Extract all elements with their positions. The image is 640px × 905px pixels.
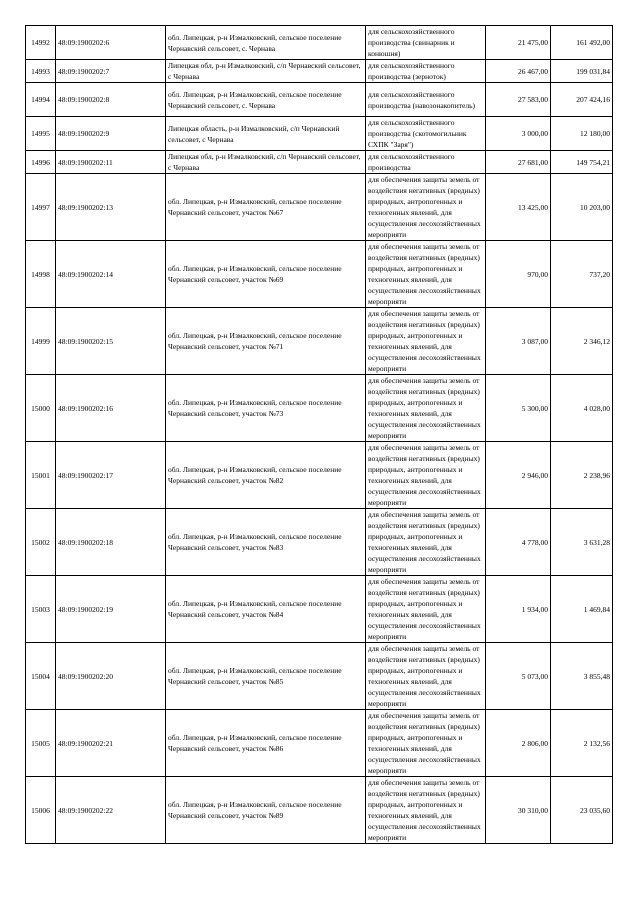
land-use-cell: для обеспечения защиты земель от воздействия негативных (вредных) природных, антропогенных и техногенных явлений, для осуществления лесохозяйственных мероприяти xyxy=(366,777,486,844)
address-cell: обл. Липецкая, р-н Измалковский, сельское поселение Чернавский сельсовет, участок №86 xyxy=(166,710,366,777)
cadastral-number: 48:09:1900202:8 xyxy=(56,83,166,117)
cost-cell: 23 035,60 xyxy=(551,777,613,844)
row-number: 15004 xyxy=(26,643,56,710)
area-cell: 970,00 xyxy=(486,241,551,308)
table-row xyxy=(26,308,613,375)
address-cell: обл. Липецкая, р-н Измалковский, сельское поселение Чернавский сельсовет, участок №82 xyxy=(166,442,366,509)
area-cell: 5 300,00 xyxy=(486,375,551,442)
area-cell: 3 000,00 xyxy=(486,117,551,151)
area-cell: 13 425,00 xyxy=(486,174,551,241)
row-number: 14995 xyxy=(26,117,56,151)
address-cell: обл. Липецкая, р-н Измалковский, сельское поселение Чернавский сельсовет, участок №89 xyxy=(166,777,366,844)
table-row xyxy=(26,643,613,710)
cadastral-number: 48:09:1900202:16 xyxy=(56,375,166,442)
table-row xyxy=(26,151,613,174)
cost-cell: 149 754,21 xyxy=(551,151,613,174)
cadastral-number: 48:09:1900202:6 xyxy=(56,26,166,60)
land-use-cell: для сельскохозяйственного производства xyxy=(366,151,486,174)
row-number: 15005 xyxy=(26,710,56,777)
address-cell: Липецкая обл, р-н Измалковский, с/п Чернавский сельсовет, с Чернава xyxy=(166,60,366,83)
cost-cell: 161 492,00 xyxy=(551,26,613,60)
cost-cell: 199 031,84 xyxy=(551,60,613,83)
cost-cell: 12 180,00 xyxy=(551,117,613,151)
cadastral-number: 48:09:1900202:17 xyxy=(56,442,166,509)
cost-cell: 2 238,96 xyxy=(551,442,613,509)
cadastral-number: 48:09:1900202:19 xyxy=(56,576,166,643)
land-use-cell: для обеспечения защиты земель от воздействия негативных (вредных) природных, антропогенных и техногенных явлений, для осуществления лесохозяйственных мероприяти xyxy=(366,241,486,308)
area-cell: 30 310,00 xyxy=(486,777,551,844)
cost-cell: 2 346,12 xyxy=(551,308,613,375)
land-use-cell: для обеспечения защиты земель от воздействия негативных (вредных) природных, антропогенных и техногенных явлений, для осуществления лесохозяйственных мероприяти xyxy=(366,375,486,442)
address-cell: обл. Липецкая, р-н Измалковский, сельское поселение Чернавский сельсовет, участок №85 xyxy=(166,643,366,710)
address-cell: обл. Липецкая, р-н Измалковский, сельское поселение Чернавский сельсовет, участок №73 xyxy=(166,375,366,442)
table-row xyxy=(26,60,613,83)
address-cell: обл. Липецкая, р-н Измалковский, сельское поселение Чернавский сельсовет, участок №71 xyxy=(166,308,366,375)
land-use-cell: для обеспечения защиты земель от воздействия негативных (вредных) природных, антропогенных и техногенных явлений, для осуществления лесохозяйственных мероприяти xyxy=(366,710,486,777)
cadastral-number: 48:09:1900202:20 xyxy=(56,643,166,710)
land-use-cell: для сельскохозяйственного производства (зерноток) xyxy=(366,60,486,83)
area-cell: 27 681,00 xyxy=(486,151,551,174)
table-row xyxy=(26,241,613,308)
table-row xyxy=(26,509,613,576)
address-cell: обл. Липецкая, р-н Измалковский, сельское поселение Чернавский сельсовет, участок №83 xyxy=(166,509,366,576)
table-row xyxy=(26,26,613,60)
table-body xyxy=(26,26,613,844)
cadastral-number: 48:09:1900202:15 xyxy=(56,308,166,375)
table-row xyxy=(26,375,613,442)
cadastral-number: 48:09:1900202:11 xyxy=(56,151,166,174)
land-use-cell: для обеспечения защиты земель от воздействия негативных (вредных) природных, антропогенных и техногенных явлений, для осуществления лесохозяйственных мероприяти xyxy=(366,442,486,509)
area-cell: 5 073,00 xyxy=(486,643,551,710)
cadastral-number: 48:09:1900202:21 xyxy=(56,710,166,777)
cadastral-number: 48:09:1900202:22 xyxy=(56,777,166,844)
land-use-cell: для обеспечения защиты земель от воздействия негативных (вредных) природных, антропогенных и техногенных явлений, для осуществления лесохозяйственных мероприяти xyxy=(366,576,486,643)
cadastral-number: 48:09:1900202:7 xyxy=(56,60,166,83)
land-use-cell: для обеспечения защиты земель от воздействия негативных (вредных) природных, антропогенных и техногенных явлений, для осуществления лесохозяйственных мероприяти xyxy=(366,174,486,241)
cadastral-number: 48:09:1900202:14 xyxy=(56,241,166,308)
land-registry-table xyxy=(25,25,613,844)
area-cell: 4 778,00 xyxy=(486,509,551,576)
land-use-cell: для сельскохозяйственного производства (скотомогильник СХПК "Заря") xyxy=(366,117,486,151)
table-row xyxy=(26,442,613,509)
row-number: 15002 xyxy=(26,509,56,576)
area-cell: 3 087,00 xyxy=(486,308,551,375)
area-cell: 1 934,00 xyxy=(486,576,551,643)
row-number: 15000 xyxy=(26,375,56,442)
table-row xyxy=(26,576,613,643)
table-row xyxy=(26,710,613,777)
cadastral-number: 48:09:1900202:18 xyxy=(56,509,166,576)
address-cell: обл. Липецкая, р-н Измалковский, сельское поселение Чернавский сельсовет, с. Чернава xyxy=(166,83,366,117)
address-cell: обл. Липецкая, р-н Измалковский, сельское поселение Чернавский сельсовет, участок №67 xyxy=(166,174,366,241)
cost-cell: 2 132,56 xyxy=(551,710,613,777)
land-use-cell: для обеспечения защиты земель от воздействия негативных (вредных) природных, антропогенных и техногенных явлений, для осуществления лесохозяйственных мероприяти xyxy=(366,643,486,710)
cost-cell: 3 855,48 xyxy=(551,643,613,710)
area-cell: 21 475,00 xyxy=(486,26,551,60)
row-number: 14993 xyxy=(26,60,56,83)
row-number: 14996 xyxy=(26,151,56,174)
table-row xyxy=(26,83,613,117)
row-number: 14999 xyxy=(26,308,56,375)
area-cell: 2 806,00 xyxy=(486,710,551,777)
land-use-cell: для сельскохозяйственного производства (свинарник и конюшня) xyxy=(366,26,486,60)
table-row xyxy=(26,117,613,151)
row-number: 15001 xyxy=(26,442,56,509)
address-cell: обл. Липецкая, р-н Измалковский, сельское поселение Чернавский сельсовет, с. Чернава xyxy=(166,26,366,60)
address-cell: обл. Липецкая, р-н Измалковский, сельское поселение Чернавский сельсовет, участок №84 xyxy=(166,576,366,643)
land-use-cell: для обеспечения защиты земель от воздействия негативных (вредных) природных, антропогенных и техногенных явлений, для осуществления лесохозяйственных мероприяти xyxy=(366,509,486,576)
cost-cell: 4 028,00 xyxy=(551,375,613,442)
land-use-cell: для обеспечения защиты земель от воздействия негативных (вредных) природных, антропогенных и техногенных явлений, для осуществления лесохозяйственных мероприяти xyxy=(366,308,486,375)
row-number: 15006 xyxy=(26,777,56,844)
cadastral-number: 48:09:1900202:13 xyxy=(56,174,166,241)
address-cell: обл. Липецкая, р-н Измалковский, сельское поселение Чернавский сельсовет, участок №69 xyxy=(166,241,366,308)
cost-cell: 1 469,84 xyxy=(551,576,613,643)
table-row xyxy=(26,174,613,241)
table-row xyxy=(26,777,613,844)
row-number: 14997 xyxy=(26,174,56,241)
row-number: 14998 xyxy=(26,241,56,308)
land-use-cell: для сельскохозяйственного производства (навозонакопитель) xyxy=(366,83,486,117)
row-number: 15003 xyxy=(26,576,56,643)
area-cell: 2 946,00 xyxy=(486,442,551,509)
cost-cell: 10 203,00 xyxy=(551,174,613,241)
address-cell: Липецкая область, р-н Измалковский, с/п Чернавский сельсовет, с Чернава xyxy=(166,117,366,151)
cadastral-number: 48:09:1900202:9 xyxy=(56,117,166,151)
area-cell: 27 583,00 xyxy=(486,83,551,117)
cost-cell: 3 631,28 xyxy=(551,509,613,576)
area-cell: 26 467,00 xyxy=(486,60,551,83)
row-number: 14994 xyxy=(26,83,56,117)
address-cell: Липецкая обл, р-н Измалковский, с/п Чернавский сельсовет, с Чернава xyxy=(166,151,366,174)
cost-cell: 207 424,16 xyxy=(551,83,613,117)
row-number: 14992 xyxy=(26,26,56,60)
cost-cell: 737,20 xyxy=(551,241,613,308)
